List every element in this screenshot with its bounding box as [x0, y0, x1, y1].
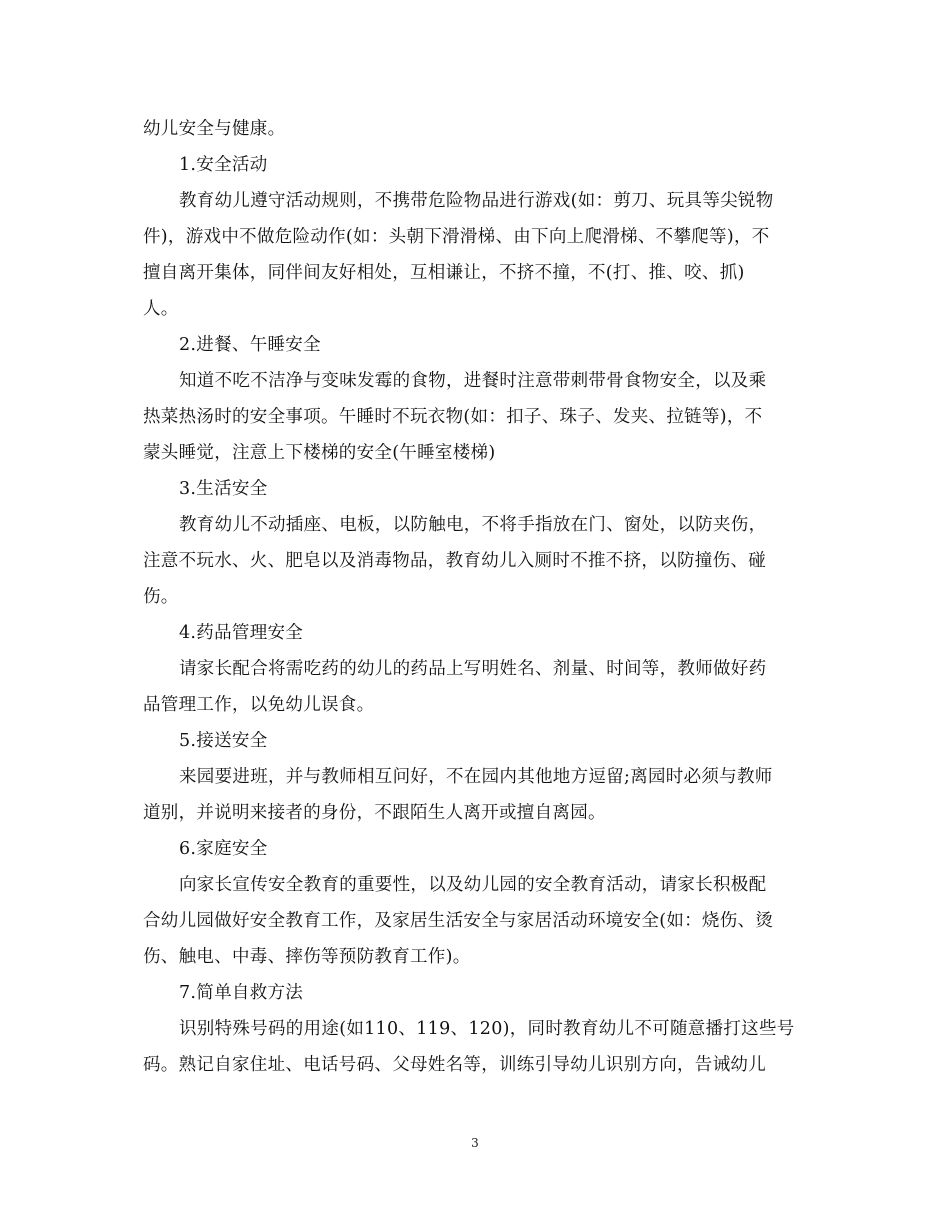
- paragraph-line: 品管理工作，以免幼儿误食。: [143, 695, 375, 715]
- section-heading: 2.进餐、午睡安全: [179, 335, 321, 355]
- document-body: [143, 114, 813, 1081]
- paragraph-line: 热菜热汤时的安全事项。午睡时不玩衣物(如：扣子、珠子、发夹、拉链等)，不: [143, 407, 763, 427]
- paragraph-line: 请家长配合将需吃药的幼儿的药品上写明姓名、剂量、时间等，教师做好药: [179, 659, 767, 679]
- paragraph-line: 合幼儿园做好安全教育工作，及家居生活安全与家居活动环境安全(如：烧伤、烫: [143, 911, 774, 931]
- paragraph-line: 擅自离开集体，同伴间友好相处，互相谦让，不挤不撞，不(打、推、咬、抓): [143, 263, 745, 283]
- paragraph-line: 注意不玩水、火、肥皂以及消毒物品，教育幼儿入厕时不推不挤，以防撞伤、碰: [143, 551, 766, 571]
- paragraph-line: 教育幼儿遵守活动规则，不携带危险物品进行游戏(如：剪刀、玩具等尖锐物: [179, 191, 774, 211]
- paragraph-line: 幼儿安全与健康。: [143, 119, 286, 139]
- paragraph-line: 伤、触电、中毒、摔伤等预防教育工作)。: [143, 947, 471, 967]
- section-heading: 6.家庭安全: [179, 839, 268, 859]
- paragraph-line: 教育幼儿不动插座、电板，以防触电，不将手指放在门、窗处，以防夹伤，: [179, 515, 767, 535]
- section-heading: 7.简单自救方法: [179, 983, 304, 1003]
- section-heading: 3.生活安全: [179, 479, 268, 499]
- paragraph-line: 向家长宣传安全教育的重要性，以及幼儿园的安全教育活动，请家长积极配: [179, 875, 767, 895]
- page-number: 3: [471, 1136, 479, 1150]
- paragraph-line: 识别特殊号码的用途(如110、119、120)，同时教育幼儿不可随意播打这些号: [179, 1019, 795, 1039]
- paragraph-line: 知道不吃不洁净与变味发霉的食物，进餐时注意带刺带骨食物安全，以及乘: [179, 371, 767, 391]
- paragraph-line: 件)，游戏中不做危险动作(如：头朝下滑滑梯、由下向上爬滑梯、不攀爬等)，不: [143, 227, 770, 247]
- section-heading: 5.接送安全: [179, 731, 268, 751]
- paragraph-line: 伤。: [143, 587, 179, 607]
- paragraph-line: 来园要进班，并与教师相互问好，不在园内其他地方逗留;离园时必须与教师: [179, 767, 773, 787]
- section-heading: 1.安全活动: [179, 155, 268, 175]
- section-heading: 4.药品管理安全: [179, 623, 304, 643]
- paragraph-line: 道别，并说明来接者的身份，不跟陌生人离开或擅自离园。: [143, 803, 606, 823]
- paragraph-line: 蒙头睡觉，注意上下楼梯的安全(午睡室楼梯): [143, 443, 496, 463]
- paragraph-line: 码。熟记自家住址、电话号码、父母姓名等，训练引导幼儿识别方向，告诫幼儿: [143, 1055, 766, 1075]
- paragraph-line: 人。: [143, 299, 179, 319]
